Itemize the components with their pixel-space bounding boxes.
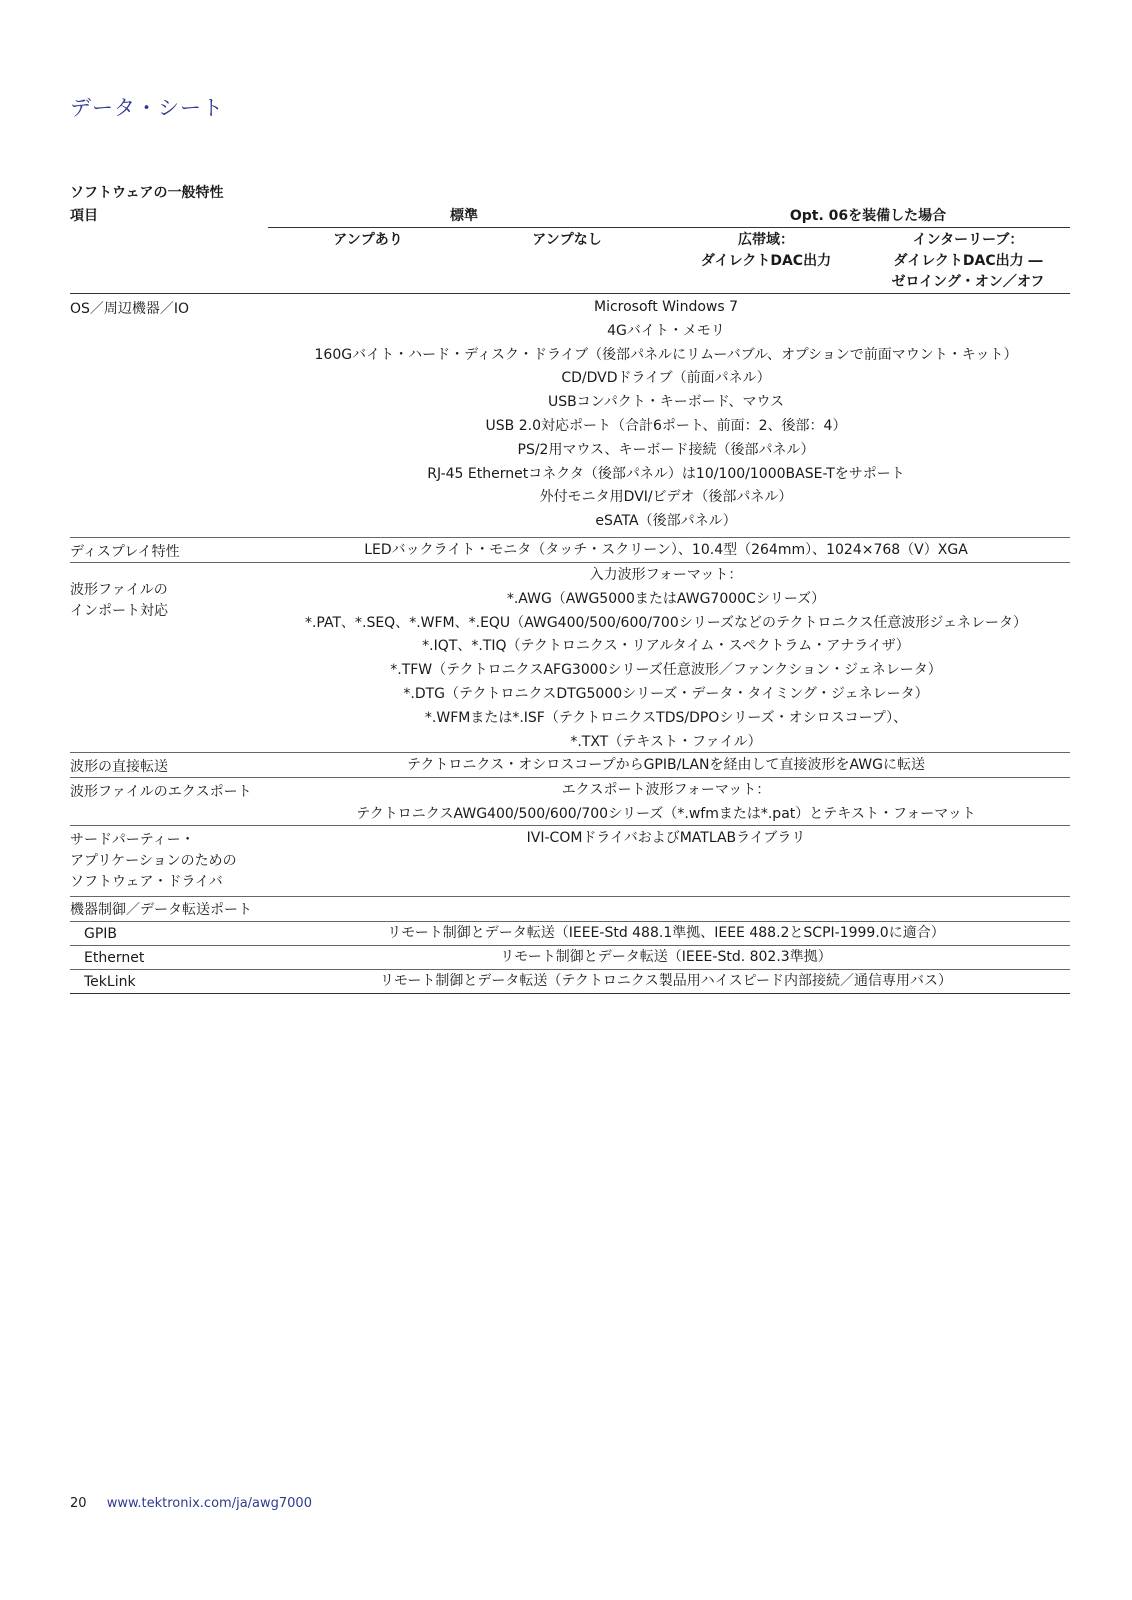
header-wideband-line1: 広帯域：: [738, 232, 794, 248]
row-export-values: [262, 779, 1070, 827]
import-value: *.AWG（AWG5000またはAWG7000Cシリーズ）: [506, 590, 826, 607]
import-value: *.TFW（テクトロニクスAFG3000シリーズ任意波形／ファンクション・ジェネレータ）: [390, 662, 942, 679]
row-display-label: ディスプレイ特性: [70, 544, 180, 560]
row-thirdparty-label: [70, 830, 260, 893]
header-bottom-rule: [70, 293, 1070, 294]
row-os-label: OS／周辺機器／IO: [70, 301, 190, 317]
row-display-values: [262, 539, 1070, 563]
thirdparty-value: IVI-COMドライバおよびMATLABライブラリ: [526, 830, 806, 846]
header-interleave-line3: ゼロイング・オン／オフ: [891, 274, 1045, 290]
row-divider: [70, 777, 1070, 778]
import-value: *.DTG（テクトロニクスDTG5000シリーズ・データ・タイミング・ジェネレータ）: [403, 685, 929, 702]
row-direct-values: [262, 754, 1070, 778]
header-interleave-line2: ダイレクトDAC出力 ―: [893, 253, 1043, 269]
import-value: *.PAT、*.SEQ、*.WFM、*.EQU（AWG400/500/600/700シリーズなどのテクトロニクス任意波形ジェネレータ）: [304, 614, 1028, 631]
row-divider: [70, 537, 1070, 538]
display-value: LEDバックライト・モニタ（タッチ・スクリーン）、10.4型（264mm）、1024×768（V）XGA: [364, 542, 968, 558]
teklink-value: リモート制御とデータ転送（テクトロニクス製品用ハイスピード内部接続／通信専用バス）: [379, 973, 953, 989]
os-value: USBコンパクト・キーボード、マウス: [547, 394, 785, 411]
row-divider: [70, 562, 1070, 563]
row-gpib-values: [262, 922, 1070, 946]
import-label-line2: インポート対応: [70, 603, 168, 619]
row-ethernet-label: Ethernet: [84, 950, 145, 966]
thirdparty-label-line2: アプリケーションのための: [70, 853, 237, 869]
import-value: *.TXT（テキスト・ファイル）: [570, 733, 762, 750]
row-os-values: [262, 296, 1070, 534]
import-value: *.IQT、*.TIQ（テクトロニクス・リアルタイム・スペクトラム・アナライザ）: [422, 638, 910, 655]
os-value: 4Gバイト・メモリ: [607, 322, 725, 339]
header-amp-off: アンプなし: [532, 232, 602, 248]
header-opt06: Opt. 06を装備した場合: [789, 208, 947, 224]
os-value: 160Gバイト・ハード・ディスク・ドライブ（後部パネルにリムーバブル、オプションで前面マウント・キット）: [314, 346, 1018, 363]
row-import-values: [262, 564, 1070, 754]
row-ethernet-values: [262, 946, 1070, 970]
header-amp-on: アンプあり: [333, 232, 403, 248]
row-thirdparty-values: [262, 827, 1070, 851]
os-value: CD/DVDドライブ（前面パネル）: [561, 370, 771, 387]
row-direct-label: 波形の直接転送: [70, 759, 168, 775]
footer: [70, 1496, 312, 1511]
os-value: PS/2用マウス、キーボード接続（後部パネル）: [517, 441, 815, 458]
row-divider: [70, 825, 1070, 826]
export-value: エクスポート波形フォーマット：: [561, 782, 771, 798]
direct-value: テクトロニクス・オシロスコープからGPIB/LANを経由して直接波形をAWGに転送: [406, 757, 925, 773]
header-wideband-line2: ダイレクトDAC出力: [700, 253, 832, 269]
import-value: 入力波形フォーマット：: [589, 567, 743, 583]
os-value: USB 2.0対応ポート（合計6ポート、前面：2、後部：4）: [485, 417, 847, 434]
ethernet-value: リモート制御とデータ転送（IEEE-Std. 802.3準拠）: [500, 949, 832, 965]
table-bottom-rule: [70, 993, 1070, 994]
header-wideband: [666, 230, 866, 272]
export-value: テクトロニクスAWG400/500/600/700シリーズ（*.wfmまたは*.pat）とテキスト・フォーマット: [356, 805, 976, 822]
page-title: データ・シート: [70, 96, 224, 120]
gpib-value: リモート制御とデータ転送（IEEE-Std 488.1準拠、IEEE 488.2とSCPI-1999.0に適合）: [387, 925, 945, 941]
row-teklink-values: [262, 970, 1070, 994]
os-value: RJ-45 Ethernetコネクタ（後部パネル）は10/100/1000BASE-Tをサポート: [427, 465, 905, 482]
row-teklink-label: TekLink: [84, 974, 136, 990]
thirdparty-label-line1: サードパーティー・: [70, 832, 195, 848]
page-number: 20: [70, 1496, 87, 1511]
import-label-line1: 波形ファイルの: [70, 582, 168, 598]
row-export-label: 波形ファイルのエクスポート: [70, 784, 252, 800]
header-item: 項目: [70, 208, 98, 224]
import-value: *.WFMまたは*.ISF（テクトロニクスTDS/DPOシリーズ・オシロスコープ）、: [424, 709, 908, 726]
row-divider: [70, 752, 1070, 753]
os-value: eSATA（後部パネル）: [595, 513, 737, 530]
section-title: ソフトウェアの一般特性: [70, 185, 224, 201]
os-value: Microsoft Windows 7: [593, 299, 738, 315]
row-divider: [70, 896, 1070, 897]
header-interleave-line1: インターリーブ：: [912, 232, 1024, 248]
header-standard: 標準: [450, 208, 478, 224]
header-interleave: [866, 230, 1070, 293]
row-control-label: 機器制御／データ転送ポート: [70, 902, 252, 918]
footer-url-link[interactable]: www.tektronix.com/ja/awg7000: [106, 1496, 312, 1511]
thirdparty-label-line3: ソフトウェア・ドライバ: [70, 874, 223, 890]
os-value: 外付モニタ用DVI/ビデオ（後部パネル）: [539, 489, 793, 506]
row-gpib-label: GPIB: [84, 926, 118, 942]
header-group-rule: [268, 227, 1070, 228]
row-import-label: [70, 580, 260, 622]
